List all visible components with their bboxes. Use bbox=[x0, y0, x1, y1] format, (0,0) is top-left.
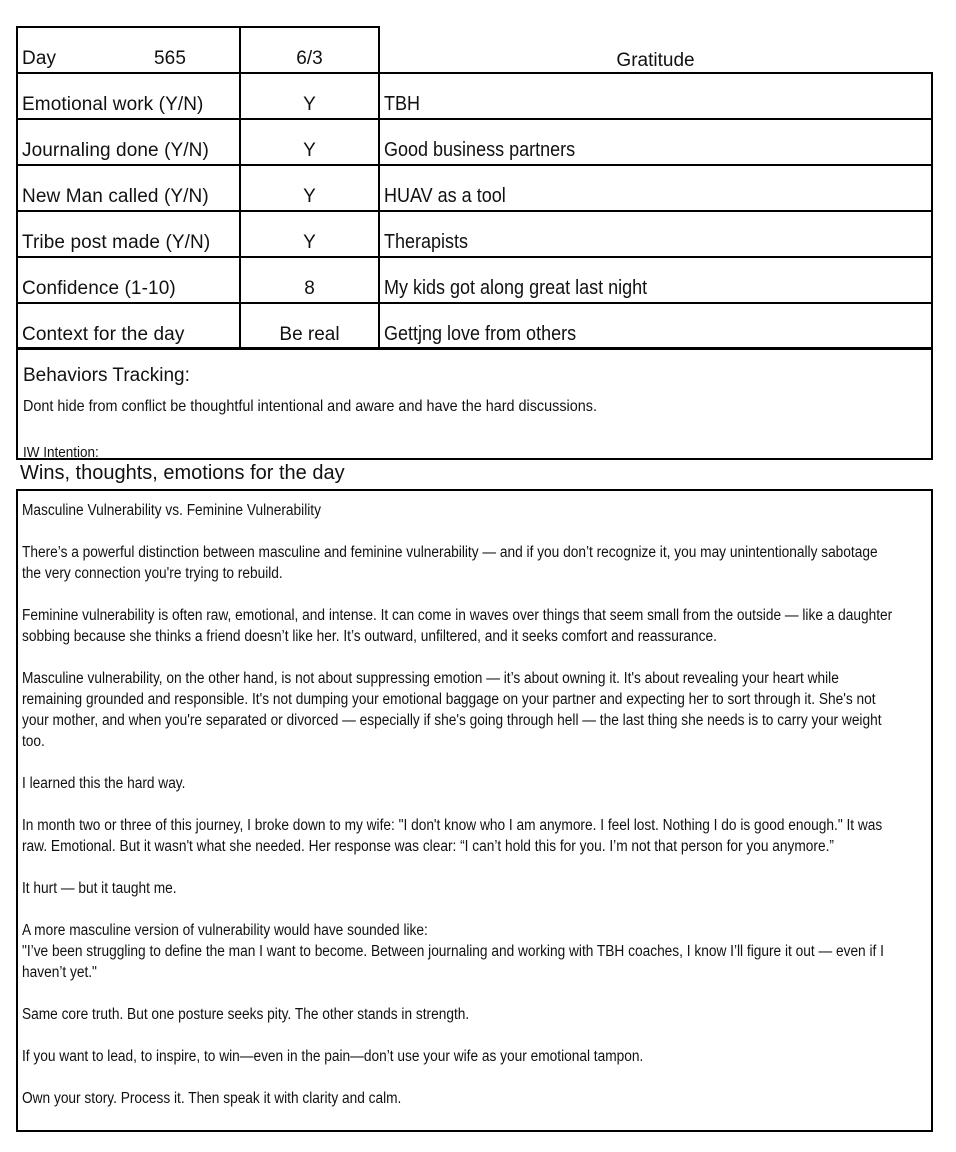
gratitude-cell bbox=[378, 164, 933, 212]
wins-paragraph: If you want to lead, to inspire, to win—even in the pain—don’t use your wife as your emotional tampon. bbox=[22, 1048, 644, 1065]
iw-intention-label: IW Intention: bbox=[23, 444, 99, 460]
date-cell bbox=[239, 26, 380, 74]
gratitude-item: TBH bbox=[384, 93, 420, 115]
wins-paragraph: There’s a powerful distinction between masculine and feminine vulnerability — and if you don’t recognize it, you may unintentionally sabotage the very connection you're trying to rebuild. bbox=[22, 544, 878, 582]
row-value: Y bbox=[303, 186, 316, 207]
behaviors-title: Behaviors Tracking: bbox=[23, 365, 190, 386]
gratitude-cell bbox=[378, 210, 933, 258]
wins-box bbox=[16, 489, 933, 1132]
row-value-cell bbox=[239, 210, 380, 258]
gratitude-item: Therapists bbox=[384, 231, 469, 253]
wins-paragraph: A more masculine version of vulnerability would have sounded like: "I’ve been struggling to define the man I want to become. Between journaling and working with TBH coaches, I know I’ll figure it out — even if I haven’t yet." bbox=[22, 922, 884, 981]
behaviors-text: Dont hide from conflict be thoughtful intentional and aware and have the hard discussions. bbox=[23, 398, 597, 415]
row-label: Journaling done (Y/N) bbox=[22, 140, 209, 161]
row-value: Y bbox=[303, 94, 316, 115]
day-cell bbox=[16, 26, 241, 74]
behaviors-box bbox=[16, 347, 933, 460]
gratitude-cell bbox=[378, 256, 933, 304]
gratitude-item: My kids got along great last night bbox=[384, 277, 648, 299]
gratitude-item: Gettjng love from others bbox=[384, 323, 577, 345]
date-value: 6/3 bbox=[296, 48, 323, 69]
day-label: Day bbox=[22, 48, 57, 69]
row-label-cell bbox=[16, 118, 241, 166]
row-value: Be real bbox=[279, 324, 340, 345]
wins-paragraph: Masculine vulnerability, on the other hand, is not about suppressing emotion — it’s about owning it. It's about revealing your heart while remaining grounded and responsible. It's not dumping your emotional baggage on your partner and expecting her to sort through it. She's not your mother, and when you're separated or divorced — especially if she's going through hell — the last thing she needs is to carry your weight too. bbox=[22, 670, 882, 750]
gratitude-cell bbox=[378, 118, 933, 166]
row-value: Y bbox=[303, 140, 316, 161]
wins-paragraph: Own your story. Process it. Then speak it with clarity and calm. bbox=[22, 1090, 402, 1107]
row-value: Y bbox=[303, 232, 316, 253]
row-label: Emotional work (Y/N) bbox=[22, 94, 204, 115]
row-label-cell bbox=[16, 164, 241, 212]
row-label-cell bbox=[16, 210, 241, 258]
row-value-cell bbox=[239, 72, 380, 120]
wins-paragraph: Feminine vulnerability is often raw, emotional, and intense. It can come in waves over things that seem small from the outside — like a daughter sobbing because she thinks a friend doesn’t like her. It’s outward, unfiltered, and it seeks comfort and reassurance. bbox=[22, 607, 893, 645]
row-label-cell bbox=[16, 302, 241, 350]
wins-body bbox=[22, 500, 894, 1130]
row-value-cell bbox=[239, 164, 380, 212]
row-label: Confidence (1-10) bbox=[22, 278, 176, 299]
row-value-cell bbox=[239, 256, 380, 304]
row-label-cell bbox=[16, 256, 241, 304]
wins-heading: Masculine Vulnerability vs. Feminine Vulnerability bbox=[22, 502, 321, 519]
gratitude-item: Good business partners bbox=[384, 139, 576, 161]
day-number: 565 bbox=[154, 48, 187, 69]
gratitude-header-cell bbox=[378, 26, 933, 74]
row-label: Context for the day bbox=[22, 324, 185, 345]
gratitude-item: HUAV as a tool bbox=[384, 185, 506, 207]
wins-paragraph: It hurt — but it taught me. bbox=[22, 880, 177, 897]
row-value-cell bbox=[239, 118, 380, 166]
gratitude-cell bbox=[378, 72, 933, 120]
row-label-cell bbox=[16, 72, 241, 120]
wins-paragraph: I learned this the hard way. bbox=[22, 775, 186, 792]
gratitude-cell bbox=[378, 302, 933, 350]
wins-paragraph: In month two or three of this journey, I broke down to my wife: "I don't know who I am anymore. I feel lost. Nothing I do is good enough." It was raw. Emotional. But it wasn't what she needed. Her response was clear: “I can’t hold this for you. I’m not that person for you anymore.” bbox=[22, 817, 883, 855]
row-value-cell bbox=[239, 302, 380, 350]
wins-title: Wins, thoughts, emotions for the day bbox=[20, 462, 345, 484]
row-label: Tribe post made (Y/N) bbox=[22, 232, 211, 253]
gratitude-heading: Gratitude bbox=[616, 50, 695, 71]
row-value: 8 bbox=[304, 278, 315, 299]
row-label: New Man called (Y/N) bbox=[22, 186, 209, 207]
wins-paragraph: Same core truth. But one posture seeks pity. The other stands in strength. bbox=[22, 1006, 470, 1023]
